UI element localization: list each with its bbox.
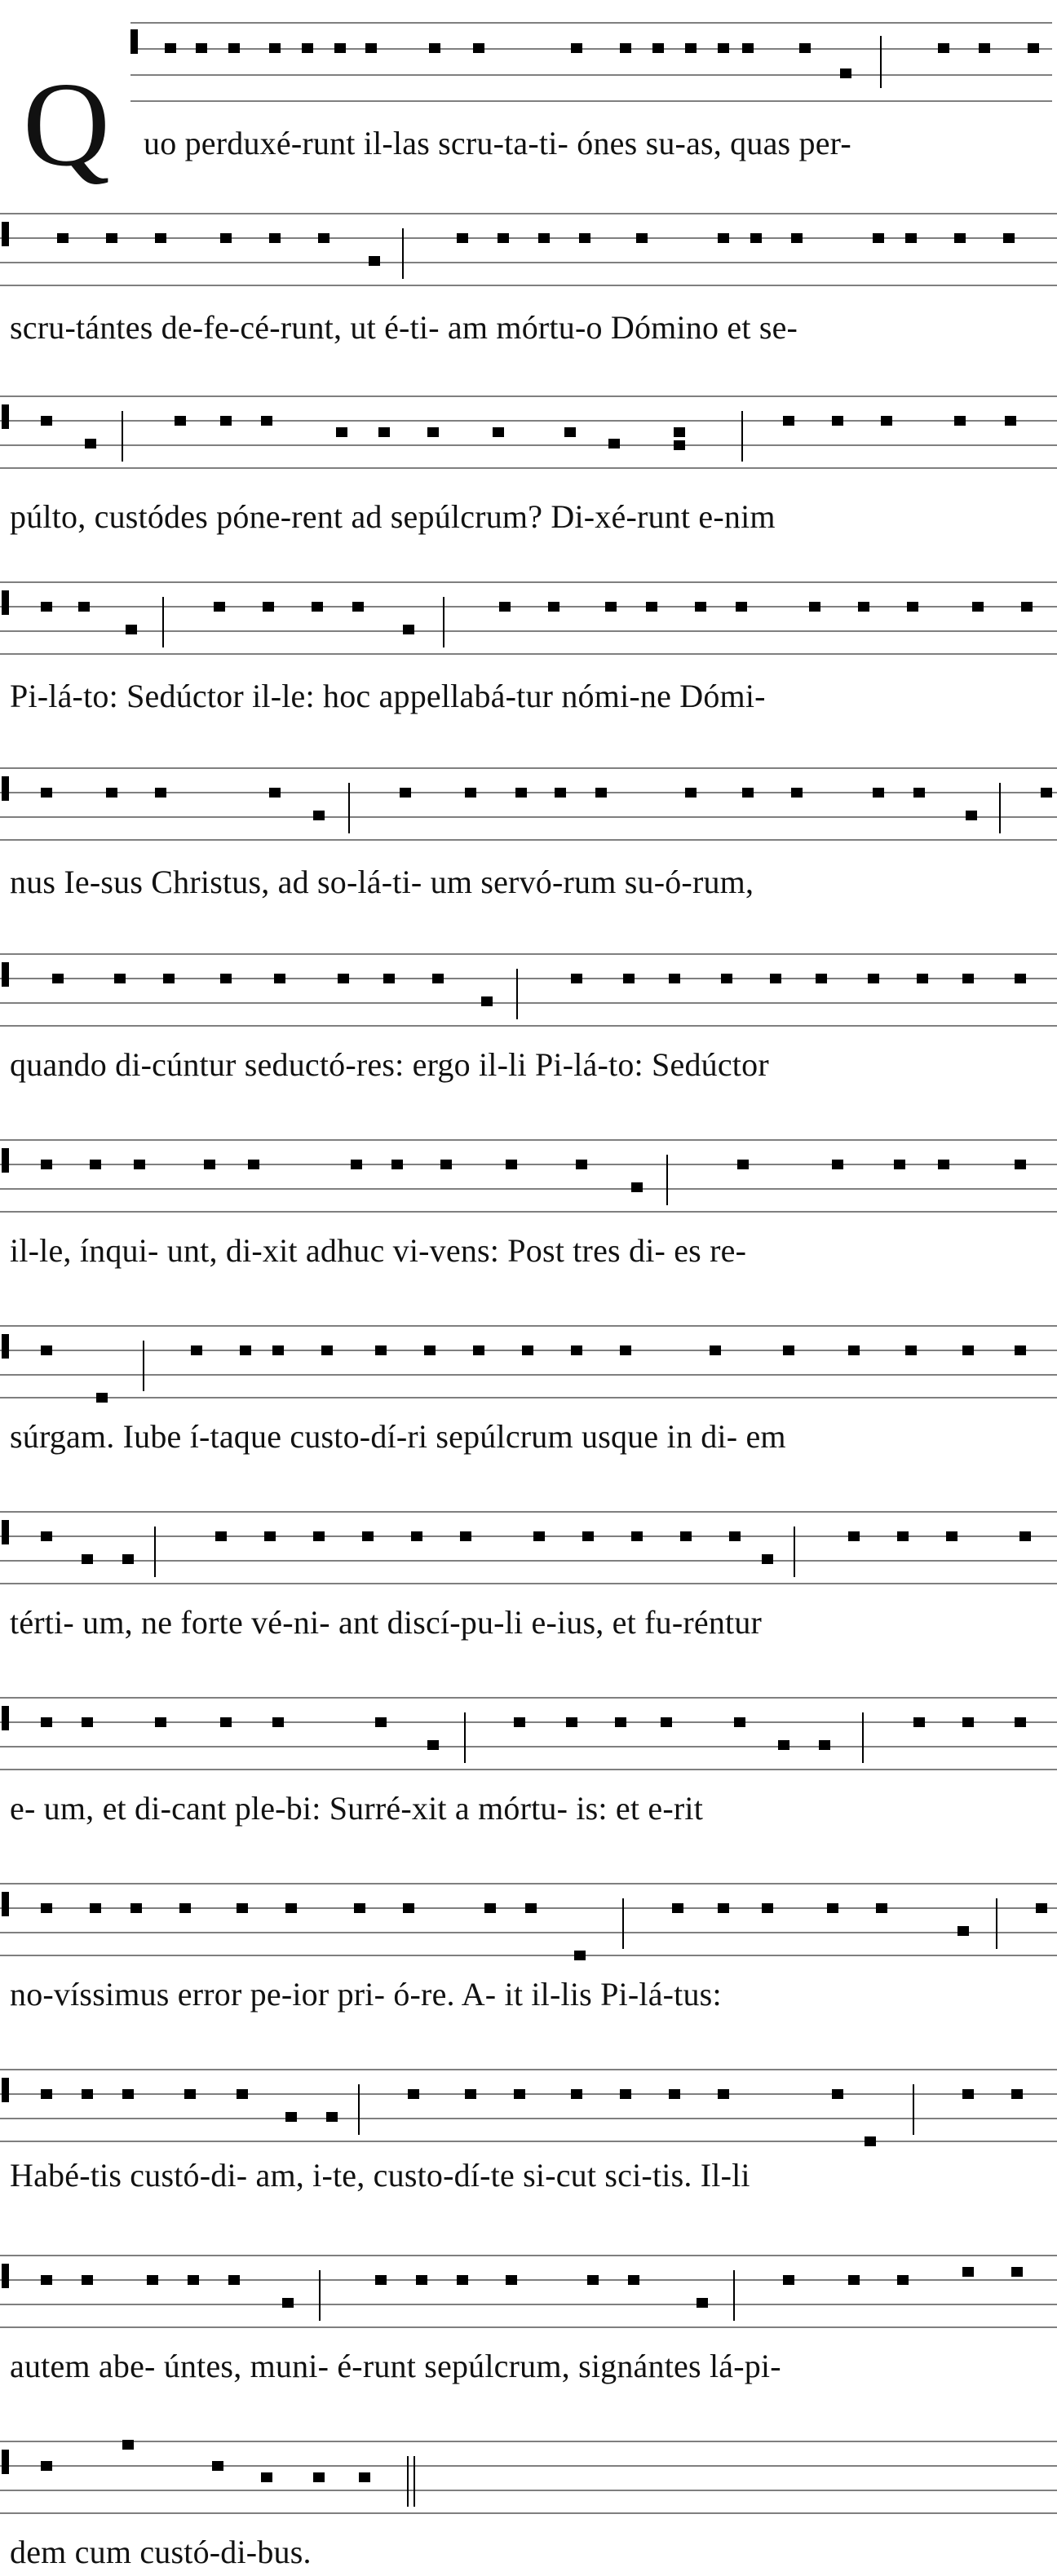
lyric-line-5: nus Ie-sus Christus, ad so-lá-ti- um servó-rum su-ó-rum, [10, 864, 754, 900]
lyric-line-6: quando di-cúntur seductó-res: ergo il-li Pi-lá-to: Sedúctor [10, 1046, 769, 1083]
staff-7 [0, 1119, 1057, 1226]
c-clef-icon [2, 1706, 9, 1730]
c-clef-icon [2, 962, 9, 987]
staff-9 [0, 1491, 1057, 1598]
lyric-line-12: Habé-tis custó-di- am, i-te, custo-dí-te si-cut sci-tis. Il-li [10, 2157, 750, 2194]
lyric-line-7: il-le, ínqui- unt, di-xit adhuc vi-vens: Post tres di- es re- [10, 1232, 747, 1269]
staff-5 [0, 747, 1057, 855]
staff-3 [0, 375, 1057, 483]
lyric-line-13: autem abe- úntes, muni- é-runt sepúlcrum, signántes lá-pi- [10, 2348, 781, 2384]
c-clef-icon [2, 1520, 9, 1544]
lyric-line-8: súrgam. Iube í-taque custo-dí-ri sepúlcrum usque in di- em [10, 1418, 786, 1455]
c-clef-icon [2, 1892, 9, 1916]
c-clef-icon [2, 2078, 9, 2102]
lyric-line-2: scru-tántes de-fe-cé-runt, ut é-ti- am mórtu-o Dómino et se- [10, 309, 798, 346]
staff-4 [0, 561, 1057, 669]
staff-2 [0, 192, 1057, 300]
staff-14 [0, 2420, 1057, 2528]
lyric-line-3: púlto, custódes póne-rent ad sepúlcrum? Di-xé-runt e-nim [10, 498, 776, 535]
c-clef-icon [2, 1148, 9, 1173]
c-clef-icon [2, 2450, 9, 2474]
lyric-line-10: e- um, et di-cant ple-bi: Surré-xit a mórtu- is: et e-rit [10, 1790, 704, 1827]
c-clef-icon [130, 29, 138, 54]
staff-11 [0, 1862, 1057, 1970]
staff-10 [0, 1677, 1057, 1784]
c-clef-icon [2, 222, 9, 246]
lyric-line-14: dem cum custó-di-bus. [10, 2534, 312, 2570]
staff-12 [0, 2048, 1057, 2156]
staff-13 [0, 2234, 1057, 2342]
c-clef-icon [2, 590, 9, 615]
c-clef-icon [2, 776, 9, 801]
staff-6 [0, 933, 1057, 1041]
staff-8 [0, 1305, 1057, 1412]
lyric-line-11: no-víssimus error pe-ior pri- ó-re. A- it il-lis Pi-lá-tus: [10, 1976, 722, 2013]
initial-letter: Q [23, 58, 110, 192]
lyric-line-9: térti- um, ne forte vé-ni- ant discí-pu-li e-ius, et fu-réntur [10, 1604, 763, 1641]
staff-1 [0, 0, 1057, 108]
lyric-line-1: uo perduxé-runt il-las scru-ta-ti- ónes su-as, quas per- [144, 125, 851, 161]
c-clef-icon [2, 2264, 9, 2288]
c-clef-icon [2, 404, 9, 429]
lyric-line-4: Pi-lá-to: Sedúctor il-le: hoc appellabá-tur nómi-ne Dómi- [10, 678, 766, 714]
c-clef-icon [2, 1334, 9, 1359]
